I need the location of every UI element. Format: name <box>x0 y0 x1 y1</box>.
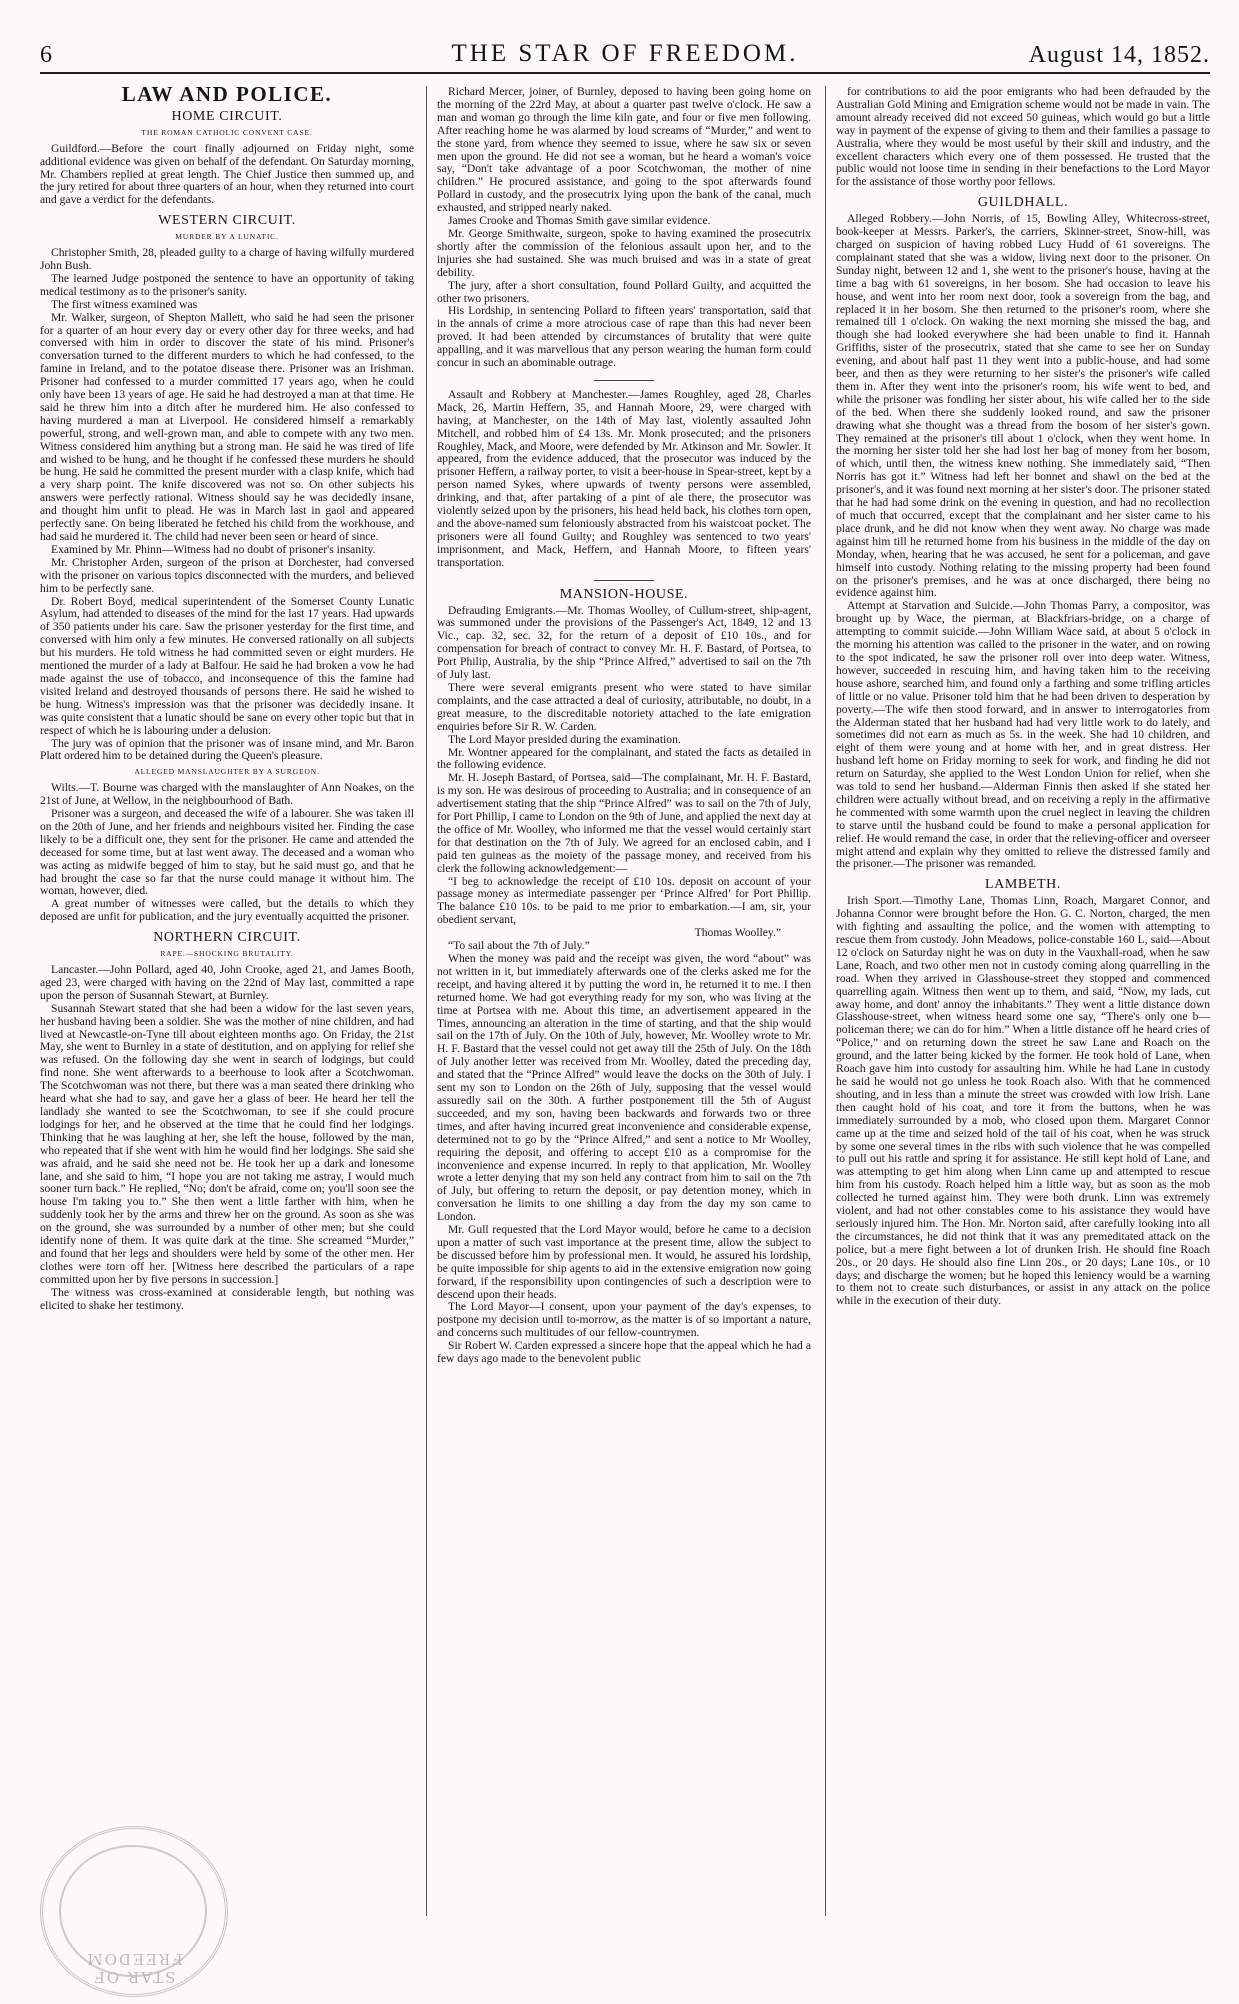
newspaper-page <box>40 38 1210 1986</box>
columns <box>40 86 1210 1976</box>
paragraph: Prisoner was a surgeon, and deceased the wife of a labourer. She was taken ill on the 20th of June, and her friends and neighbours visited her. Finding the case likely to be a difficult one, they sent for the prisoner. He came and attended the deceased for some time, but at last went away. The deceased and a woman who was acting as midwife begged of him to stay, but he said must go, and that he had brought the case so far that the nurse could manage it without him. The woman, however, died. <box>40 807 414 898</box>
case-subheading: THE ROMAN CATHOLIC CONVENT CASE. <box>141 127 313 137</box>
paragraph: Mr. Walker, surgeon, of Shepton Mallett, who said he had seen the prisoner for a quarter of an hour every day or every other day for three weeks, and had conversed with him in order to discover the state of his mind. Prisoner's conversation turned to the different murders to which he had confessed, to the famine in Ireland, and to the potatoe disease there. Prisoner was an Irishman. Prisoner had confessed to a murder committed 17 years ago, when he could only have been 13 years of age. He said he had destroyed a man at that time. He said he threw him into a ditch after he murdered him. He also confessed to having murdered a man at Liverpool. He considered himself a remarkably powerful, strong, and well-grown man, and able to compete with any two men. Witness considered him anything but a strong man. He said he was tired of life and wished to be hung, and he thought if he confessed these murders he should be hung. He said he committed the present murder with a clasp knife, which had a very sharp point. The knife discovered was not so. On other subjects his answers were perfectly rational. Witness should say he was decidedly insane, and thought him unfit to plead. He was in March last in gaol and appeared perfectly sane. On being liberated he fetched his child from the workhouse, and had said he murdered it. The child had never been seen or heard of since. <box>40 310 414 543</box>
paragraph: Attempt at Starvation and Suicide.—John Thomas Parry, a compositor, was brought up by Wace, the pierman, at Blackfriars-bridge, on a charge of attempting to commit suicide.—John William Wace said, at about 5 o'clock in the morning his attention was called to the prisoner in the water, and on rowing to the spot indicated, he saw the prisoner roll over into deep water. Witness, however, succeeded in rescuing him, and having taken him to the receiving house ashore, searched him, and found only a farthing and some trifling articles of little or no value. Prisoner told him that he had been driven to desperation by poverty.—The wife then stood forward, and in answer to interrogatories from the Alderman stated that her husband had had very little work to do lately, and sometimes did not earn as much as 5s. in the week. She had 10 children, and eight of them were young and at home with her, and in great distress. Her husband left home on Friday morning to seek for work, and finding he did not return on Saturday, she applied to the West London Union for relief, when she was told to send her husband.—Alderman Finnis then asked if she stated her children were actually without bread, and on receiving a reply in the affirmative he commented with some warmth upon the cruel neglect in leaving the children to starve until the husband could be found to make a personal application for relief. He would remand the case, in order that the relieving-officer and overseer might attend and explain why they omitted to relieve the distressed family and the prisoner.—The prisoner was remanded. <box>836 599 1210 871</box>
paragraph: There were several emigrants present who were stated to have similar complaints, and the case attracted a deal of curiosity, attributable, no doubt, in a great measure, to the discreditable notoriety attached to the late emigration enquiries before Sir R. W. Carden. <box>437 680 811 733</box>
paragraph: “To sail about the 7th of July.” <box>448 939 590 953</box>
paragraph: Mr. George Smithwaite, surgeon, spoke to having examined the prosecutrix shortly after the commission of the felonious assault upon her, and to the injuries she had sustained. She was much bruised and was in a state of great debility. <box>437 226 811 279</box>
paragraph: Defrauding Emigrants.—Mr. Thomas Woolley, of Cullum-street, ship-agent, was summoned under the provisions of the Passenger's Act, 1849, 12 and 13 Vic., cap. 32, sec. 32, for the return of a deposit of £10 10s., and for compensation for breach of contract to convey Mr. H. F. Bastard, of Portsea, to Port Philip, Australia, by the ship “Prince Alfred,” advertised to sail on the 7th of July last. <box>437 603 811 682</box>
column-rule <box>825 86 826 1916</box>
paragraph: Christopher Smith, 28, pleaded guilty to a charge of having wilfully murdered John Bush. <box>40 246 414 272</box>
masthead <box>40 38 1210 74</box>
paragraph: Guildford.—Before the court finally adjourned on Friday night, some additional evidence was given on behalf of the defendant. On Saturday morning, Mr. Chambers replied at great length. The Chief Justice then summed up, and the jury retired for about three quarters of an hour, when they returned into court and gave a verdict for the defendants. <box>40 141 414 207</box>
paragraph: Lancaster.—John Pollard, aged 40, John Crooke, aged 21, and James Booth, aged 23, were charged with having on the 22nd of May last, committed a rape upon the person of Susannah Stewart, at Burnley. <box>40 963 414 1002</box>
issue-date: August 14, 1852. <box>1028 42 1210 68</box>
paragraph: Dr. Robert Boyd, medical superintendent of the Somerset County Lunatic Asylum, had attended to diseases of the mind for the last 17 years. Had upwards of 350 patients under his care. Saw the prisoner yesterday for the first time, and conversed with him only a few minutes. He conversed rationally on all subjects but his murders. He told witness he had committed seven or eight murders. He mentioned the murder of a lady at Balfour. He said he had broken a vow he had made against the use of tobacco, and inconsequence of this the famine had visited Ireland and destroyed thousands of persons there. He said he wished to be hung. Witness's impression was that the prisoner was decidedly insane. It was quite consistent that a lunatic should be sane on every other topic but that in respect of which he is labouring under a delusion. <box>40 594 414 737</box>
paragraph: His Lordship, in sentencing Pollard to fifteen years' transportation, said that in the annals of crime a more atrocious case of rape than this had never been proved. It had been attended by circumstances of brutality that were quite appalling, and it was marvellous that any person wearing the human form could concur in such an abominable outrage. <box>437 304 811 370</box>
case-subheading: ALLEGED MANSLAUGHTER BY A SURGEON. <box>134 767 320 777</box>
court-heading: LAMBETH. <box>985 877 1061 893</box>
paragraph: The learned Judge postponed the sentence to have an opportunity of taking medical testimony as to the prisoner's sanity. <box>40 271 414 298</box>
court-heading: NORTHERN CIRCUIT. <box>153 930 301 946</box>
library-stamp <box>40 1826 228 1997</box>
separator-rule <box>594 580 654 581</box>
paragraph: Mr. Gull requested that the Lord Mayor would, before he came to a decision upon a matter of such vast importance at the present time, allow the subject to be discussed before him by professional men. It would, he assured his lordship, be quite impossible for ship agents to aid in the extensive emigration now going forward, if the responsibility upon contingencies of such a description were to descend upon their heads. <box>437 1223 811 1301</box>
court-heading: MANSION-HOUSE. <box>559 586 689 602</box>
court-heading: WESTERN CIRCUIT. <box>158 213 296 229</box>
paragraph: Irish Sport.—Timothy Lane, Thomas Linn, Roach, Margaret Connor, and Johanna Connor were brought before the Hon. G. C. Norton, charged, the men with fighting and assaulting the police, and the women with attempting to rescue them from custody. John Meadows, police-constable 160 L, said—About 12 o'clock on Saturday night he was on duty in the Vauxhall-road, when he saw Lane, Roach, and two other men not in custody coming along quarrelling in the road. When they arrived in Glasshouse-street they stopped and commenced quarrelling again. Witness then went up to them, and said, “Now, my lads, cut away home, and dont' annoy the inhabitants.” They went a little distance down Glasshouse-street, when witness heard some one say, “There's only one b— policeman there; we can do for him.” When a little distance off he heard cries of “Police,” and on returning down the street he saw Lane and Roach on the ground, and the latter being kicked by the former. He took hold of Lane, when Roach gave him into custody for assaulting him. While he had Lane in custody he said he would not go unless he took Roach also. With that he commenced shouting, and in less than a minute the street was crowded with low Irish. Lane then caught hold of his coat, and tore it from the buttons, when he was immediately surrounded by a mob, who closed upon them. Margaret Connor came up at the time and seized hold of the tail of his coat, when he was struck by some one several times in the ribs with such violence that he was compelled to pull out his rattle and spring it for assistance. He still kept hold of Lane, and was attempting to get him along when Linn came up and attempted to rescue him from his custody. Roach helped him a little way, but as soon as the mob collected he turned against him. They were both drunk. Linn was extremely violent, and had not other constables come to his assistance they would have seriously injured him. The Hon. Mr. Norton said, after carefully looking into all the circumstances, he did not think that it was any premeditated attack on the police, but a mere fight between a lot of drunken Irish. He should fine Roach 20s., or 20 days. He should also fine Linn 20s., or 20 days; Lane 10s., or 10 days; and discharge the women; but he hoped this leniency would be a warning to them not to create such disturbances, or assist in any attack on the police while in the execution of their duty. <box>836 894 1210 1308</box>
signature-line: Thomas Woolley.” <box>694 926 781 940</box>
page-number: 6 <box>40 42 52 68</box>
column-1 <box>40 86 414 1976</box>
paragraph: James Crooke and Thomas Smith gave similar evidence. <box>448 214 711 228</box>
paragraph: for contributions to aid the poor emigrants who had been defrauded by the Australian Gold Mining and Emigration scheme would not be made in vain. The amount already received did not exceed 50 guineas, which would go but a little way in payment of the expense of giving to them and their families a passage to Australia, where they would be most useful by their skill and industry, and the excellent characters which every one of them possessed. He trusted that the public would not loose time in sending in their benefactions to the Lord Mayor for the assistance of those worthy poor fellows. <box>836 86 1210 189</box>
paragraph: The first witness examined was <box>51 297 198 311</box>
separator-rule <box>594 380 654 381</box>
paragraph: A great number of witnesses were called, but the details to which they deposed are unfit for publication, and the jury eventually acquitted the prisoner. <box>40 897 414 924</box>
paragraph: The jury, after a short consultation, found Pollard Guilty, and acquitted the other two prisoners. <box>437 278 811 305</box>
paragraph: When the money was paid and the receipt was given, the word “about” was not written in it, but immediately afterwards one of the clerks asked me for the receipt, and having altered it by putting the word in, he returned it to me. I then returned home. We had got everything ready for my son, who was living at the time at Portsea with me. About this time, an advertisement appeared in the Times, announcing an alteration in the time of starting, and that the ship would sail on the 17th of July. On the 10th of July, however, Mr. Woolley wrote to Mr. H. F. Bastard that the vessel could not get away till the 25th of July. On the 18th of July another letter was received from Mr. Woolley, dated the preceding day, and stated that the “Prince Alfred” would leave the docks on the 30th of July. I sent my son to London on the 26th of July, supposing that the vessel would assuredly sail on the 30th. A further postponement till the 5th of August succeeded, and my son, having been backwards and forwards two or three times, and after having incurred great inconvenience and considerable expense, determined not to go by the “Prince Alfred,” and sent a notice to Mr Woolley, requiring the deposit, and offering to accept £10 as a compromise for the inconvenience and expense incurred. In reply to that application, Mr. Woolley wrote a letter denying that my son held any contract from him to sail on the 7th of July, but offering to return the deposit, or pay detention money, which in conversation he limits to one shilling a day from the day my son came to London. <box>437 952 811 1224</box>
paragraph: The witness was cross-examined at considerable length, but nothing was elicited to shake her testimony. <box>40 1285 414 1312</box>
column-rule <box>426 86 427 1916</box>
stamp-text: STAR OF FREEDOM <box>85 1950 183 1986</box>
paragraph: Alleged Robbery.—John Norris, of 15, Bowling Alley, Whitecross-street, book-keeper at Messrs. Parker's, the carriers, Skinner-street, Snow-hill, was charged on suspicion of having robbed Lucy Hudd of 61 sovereigns. The complainant stated that she was a widow, living next door to the prisoner. On Sunday night, between 12 and 1, she went to the prisoner's house, having at the time a bag with 61 sovereigns, in her bosom. She had occasion to leave his house, and went into her room next door, took a sovereign from the bag, and replaced it in her bosom. She then returned to the prisoner's room, where she remained till 1 o'clock. On waking the next morning she missed the bag, and though she had looked everywhere she had been unable to find it. Hannah Griffiths, sister of the prosecutrix, stated that she came to see her on Sunday evening, and about half past 11 they went into a public-house, and had some beer, and then as they were returning to her sister's the prisoner's wife called them in. After they went into the prisoner's room, his wife went to bed, and while the prisoner was fondling her sister about, his wife called her to the side of the bed. When there she suddenly looked round, and saw the prisoner drawing what she thought was a thread from the bosom of her sister's gown. They remained at the prisoner's till about 1 o'clock, when they went home. In the morning her sister told her she had lost her bag of money from her bosom, of which, until then, the witness knew nothing. She immediately said, “Then Norris has got it.” Witness had left her bonnet and shawl on the bed at the prisoner's, and it was found next morning at her sister's door. The prisoner stated that he had had some drink on the evening in question, and had no recollection of much that occurred, except that the complainant and her sister came to his place drunk, and he did not know when they went away. No charge was made against him till he returned home from his business in the middle of the day on Monday, when, hearing that he was accused, he sent for a policeman, and gave himself into custody. Nothing relating to the missing property had been found on the prisoner's premises, and he was at once discharged, there being no evidence against him. <box>836 212 1210 600</box>
paragraph: Assault and Robbery at Manchester.—James Roughley, aged 28, Charles Mack, 26, Martin Heffern, 35, and Hannah Moore, 29, were charged with having, at Manchester, on the 14th of May last, violently assaulted John Mitchell, and robbed him of £4 13s. Mr. Monk prosecuted; and the prisoners Roughley, Mack, and Moore, were defended by Mr. Atkinson and Mr. Sowler. It appeared, from the evidence adduced, that the prosecutor was induced by the prisoner Heffern, a railway porter, to visit a beer-house in Spear-street, kept by a person named Sykes, where upwards of twenty persons were assembled, drinking, and that, after partaking of a pint of ale there, the prosecutor was violently seized upon by the prisoners, his head held back, his clothes torn open, and the above-named sum feloniously abstracted from his waistcoat pocket. The prisoners were all found Guilty; and Roughley was sentenced to two years' imprisonment, and Mack, Heffern, and Hannah Moore, to fifteen years' transportation. <box>437 387 811 569</box>
case-subheading: RAPE.—SHOCKING BRUTALITY. <box>160 949 294 959</box>
section-heading: LAW AND POLICE. <box>121 86 333 106</box>
paragraph: Mr. H. Joseph Bastard, of Portsea, said—The complainant, Mr. H. F. Bastard, is my son. He was desirous of proceeding to Australia; and in consequence of an advertisement stating that the ship “Prince Alfred” was to sail on the 7th of July, for Port Phillip, I came to London on the 9th of June, and applied the next day at the office of Mr. Woolley, who informed me that the vessel would certainly start for that destination on the 7th of July. We agreed for an enclosed cabin, and I paid ten guineas as the moiety of the passage money, and received from his clerk the following acknowledgement:— <box>437 771 811 875</box>
column-3 <box>836 86 1210 1976</box>
court-heading: HOME CIRCUIT. <box>171 108 283 124</box>
paragraph: Sir Robert W. Carden expressed a sincere hope that the appeal which he had a few days ago made to the benevolent public <box>437 1339 811 1366</box>
paragraph: Examined by Mr. Phinn—Witness had no doubt of prisoner's insanity. <box>51 542 376 556</box>
newspaper-title: THE STAR OF FREEDOM. <box>451 40 799 67</box>
paragraph: The jury was of opinion that the prisoner was of insane mind, and Mr. Baron Platt ordered him to be detained during the Queen's pleasure. <box>40 736 414 763</box>
paragraph: Mr. Wontner appeared for the complainant, and stated the facts as detailed in the following evidence. <box>437 745 811 772</box>
column-2 <box>437 86 811 1976</box>
paragraph: Richard Mercer, joiner, of Burnley, deposed to having been going home on the morning of the 22rd May, at about a quarter past twelve o'clock. He saw a man and woman go through the lime kiln gate, and four or five men following. After reaching home he was alarmed by loud screams of “Murder,” and went to the stone yard, from whence they seemed to issue, where he saw six or seven men upon the ground. He did not see a woman, but he heard a woman's voice say, “Don't take advantage of a poor Scotchwoman, the mother of nine children.” He procured assistance, and going to the spot afterwards found Pollard in custody, and the prosecutrix lying upon the bank of the canal, much exhausted, and stripped nearly naked. <box>437 86 811 215</box>
court-heading: GUILDHALL. <box>977 195 1069 211</box>
paragraph: Susannah Stewart stated that she had been a widow for the last seven years, her husband having been a soldier. She was the mother of nine children, and had lived at Newcastle-on-Tyne till about eighteen months ago. On Friday, the 21st May, she went to Burnley in a state of destitution, and on applying for relief she was refused. On the following day she went in search of lodgings, but could find none. She went afterwards to a beerhouse to look after a Scotchwoman. The Scotchwoman was not there, but there was a man seated there drinking who heard what she had to say, and gave her a glass of beer. He heard her tell the landlady she wanted to see the Scotchwoman, to see if she could procure lodgings for her, and he observed at the time that he could find her lodgings. Thinking that he was laughing at her, she left the house, followed by the man, who repeated that if she went with him he would find her lodgings. She said she was afraid, and he said she need not be. He took her up a dark and lonesome lane, and she said to him, “I hope you are not taking me astray, I would much sooner turn back.” He replied, “No; don't be afraid, come on; you'll soon see the house I'm taking you to.” She then went a little farther with him, when he suddenly took her by the arms and threw her on the ground. As soon as she was on the ground, she was surrounded by a number of other men; but she could identify none of them. It was quite dark at the time. She screamed “Murder,” and found that her legs and shoulders were held by some of the other men. Her clothes were torn off her. [Witness here described the particulars of a rape committed upon her by five persons in succession.] <box>40 1001 414 1286</box>
case-subheading: MURDER BY A LUNATIC. <box>175 232 279 242</box>
paragraph: “I beg to acknowledge the receipt of £10 10s. deposit on account of your passage money as intermediate passenger per ‘Prince Alfred’ for Port Phillip. The balance £10 10s. to be paid to me prior to embarkation.—I am, sir, your obedient servant, <box>437 874 811 927</box>
paragraph: The Lord Mayor—I consent, upon your payment of the day's expenses, to postpone my decision until to-morrow, as the matter is of so important a nature, and concerns such multitudes of our fellow-countrymen. <box>437 1300 811 1340</box>
paragraph: Mr. Christopher Arden, surgeon of the prison at Dorchester, had conversed with the prisoner on various topics disconnected with the murders, and believed him to be perfectly sane. <box>40 555 414 595</box>
paragraph: The Lord Mayor presided during the examination. <box>448 732 681 746</box>
paragraph: Wilts.—T. Bourne was charged with the manslaughter of Ann Noakes, on the 21st of June, at Wellow, in the neighbourhood of Bath. <box>40 781 414 808</box>
